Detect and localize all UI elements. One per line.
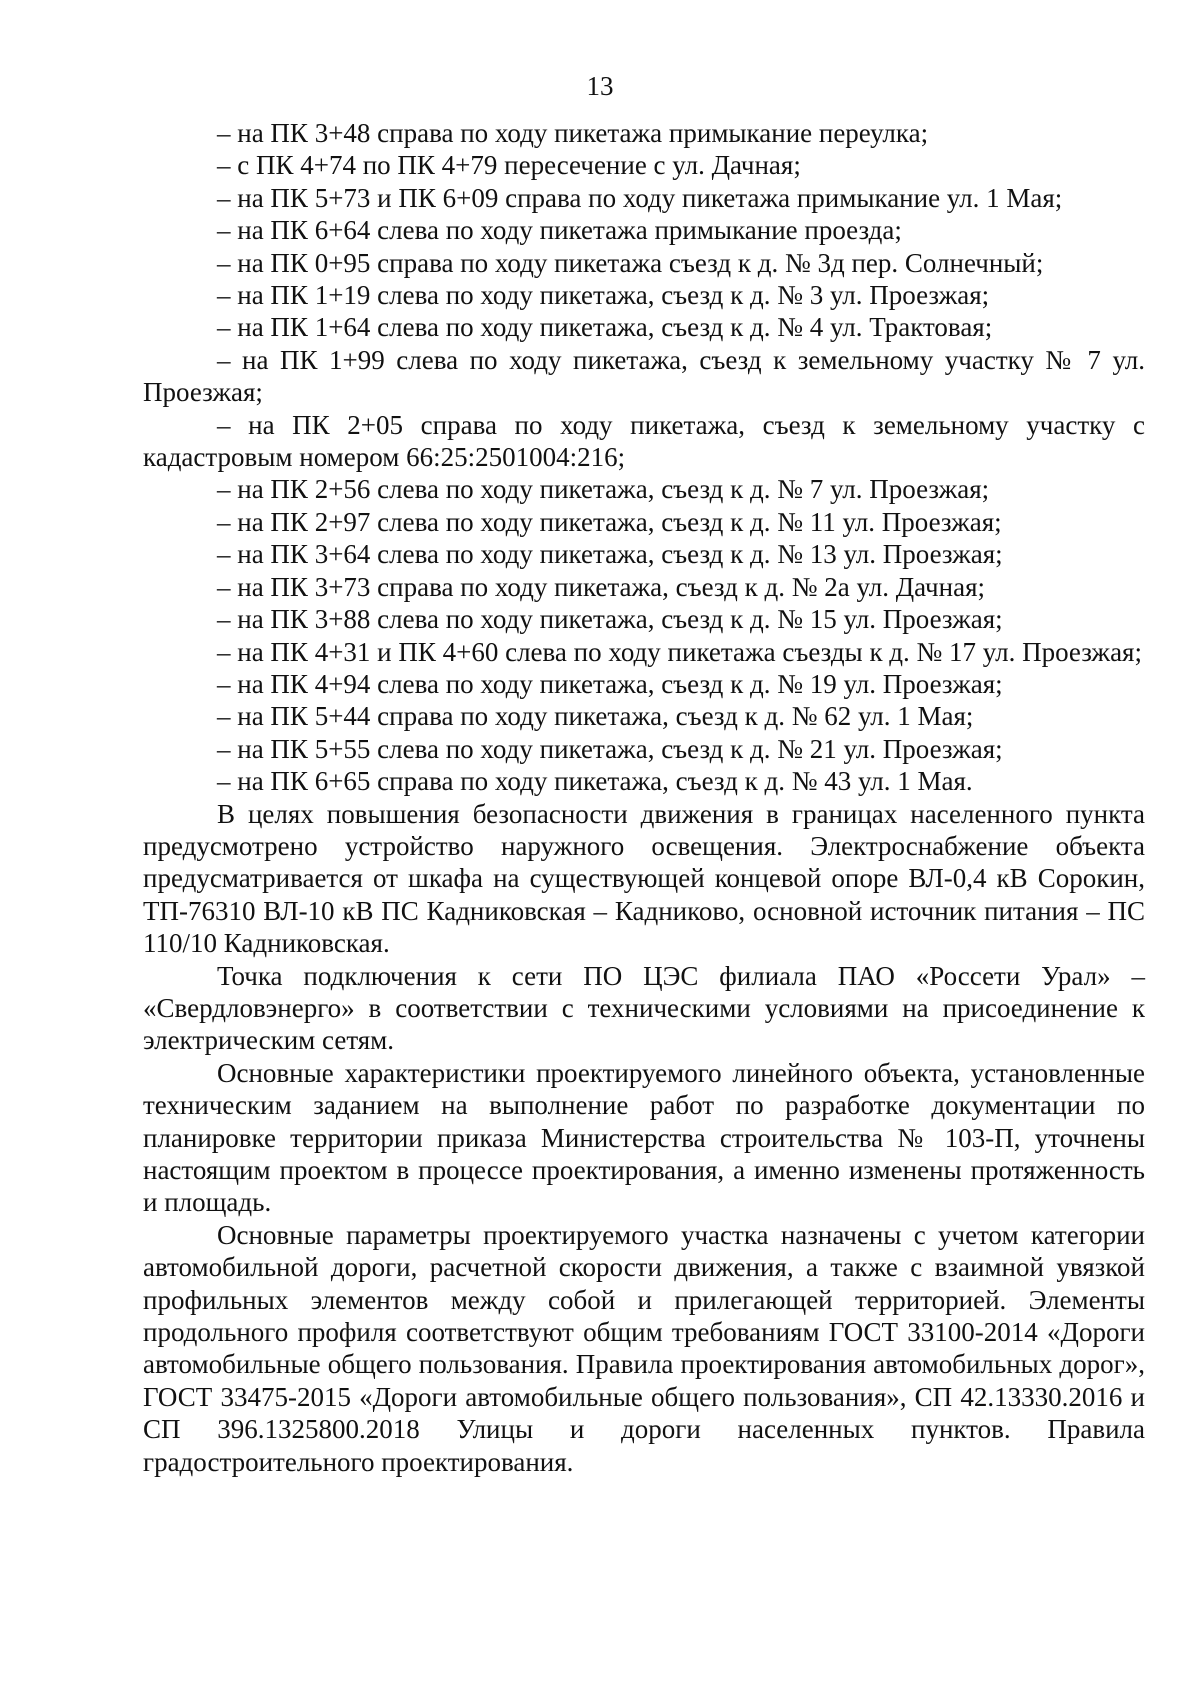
list-item: – на ПК 5+44 справа по ходу пикетажа, съезд к д. № 62 ул. 1 Мая;	[217, 701, 974, 732]
list-item: – на ПК 6+64 слева по ходу пикетажа примыкание проезда;	[217, 215, 902, 246]
list-item: – на ПК 2+97 слева по ходу пикетажа, съезд к д. № 11 ул. Проезжая;	[217, 506, 1002, 537]
list-item: – с ПК 4+74 по ПК 4+79 пересечение с ул. Дачная;	[217, 150, 801, 181]
document-body	[143, 117, 1145, 1478]
list-item: – на ПК 3+88 слева по ходу пикетажа, съезд к д. № 15 ул. Проезжая;	[217, 604, 1003, 635]
paragraph-lighting: В целях повышения безопасности движения в границах населенного пункта предусмотрено устройство наружного освещения. Электроснабжение объекта предусматривается от шкафа на существующей концевой опоре ВЛ-0,4 кВ Сорокин, ТП-76310 ВЛ-10 кВ ПС Кадниковская – Кадниково, основной источник питания – ПС 110/10 Кадниковская.	[143, 798, 1145, 959]
paragraph-characteristics: Основные характеристики проектируемого линейного объекта, установленные техническим заданием на выполнение работ по разработке документации по планировке территории приказа Министерства строительства № 103-П, уточнены настоящим проектом в процессе проектирования, а именно изменены протяженность и площадь.	[143, 1057, 1145, 1218]
list-item: – на ПК 3+73 справа по ходу пикетажа, съезд к д. № 2а ул. Дачная;	[217, 571, 985, 602]
paragraph-parameters: Основные параметры проектируемого участка назначены с учетом категории автомобильной дороги, расчетной скорости движения, а также с взаимной увязкой профильных элементов между собой и прилегающей территорией. Элементы продольного профиля соответствуют общим требованиям ГОСТ 33100-2014 «Дороги автомобильные общего пользования. Правила проектирования автомобильных дорог», ГОСТ 33475-2015 «Дороги автомобильные общего пользования», СП 42.13330.2016 и СП 396.1325800.2018 Улицы и дороги населенных пунктов. Правила градостроительного проектирования.	[143, 1219, 1145, 1477]
list-item: – на ПК 3+48 справа по ходу пикетажа примыкание переулка;	[217, 118, 929, 148]
paragraph-connection-point: Точка подключения к сети ПО ЦЭС филиала ПАО «Россети Урал» – «Свердловэнерго» в соответствии с техническими условиями на присоединение к электрическим сетям.	[143, 960, 1145, 1056]
page-number: 13	[586, 71, 614, 101]
list-item: – на ПК 6+65 справа по ходу пикетажа, съезд к д. № 43 ул. 1 Мая.	[217, 766, 973, 797]
list-item: – на ПК 2+56 слева по ходу пикетажа, съезд к д. № 7 ул. Проезжая;	[217, 474, 990, 505]
list-item: – на ПК 4+94 слева по ходу пикетажа, съезд к д. № 19 ул. Проезжая;	[217, 668, 1003, 699]
list-item: – на ПК 3+64 слева по ходу пикетажа, съезд к д. № 13 ул. Проезжая;	[217, 539, 1003, 570]
list-item: – на ПК 0+95 справа по ходу пикетажа съезд к д. № 3д пер. Солнечный;	[217, 247, 1044, 278]
list-item: – на ПК 5+55 слева по ходу пикетажа, съезд к д. № 21 ул. Проезжая;	[217, 733, 1003, 764]
list-item: – на ПК 4+31 и ПК 4+60 слева по ходу пикетажа съезды к д. № 17 ул. Проезжая;	[217, 636, 1142, 667]
list-item: – на ПК 1+99 слева по ходу пикетажа, съезд к земельному участку № 7 ул. Проезжая;	[143, 344, 1145, 408]
list-item: – на ПК 1+19 слева по ходу пикетажа, съезд к д. № 3 ул. Проезжая;	[217, 280, 990, 311]
list-item: – на ПК 1+64 слева по ходу пикетажа, съезд к д. № 4 ул. Трактовая;	[217, 312, 993, 343]
list-item: – на ПК 2+05 справа по ходу пикетажа, съезд к земельному участку с кадастровым номером 66:25:2501004:216;	[143, 409, 1145, 473]
list-item: – на ПК 5+73 и ПК 6+09 справа по ходу пикетажа примыкание ул. 1 Мая;	[217, 182, 1063, 213]
